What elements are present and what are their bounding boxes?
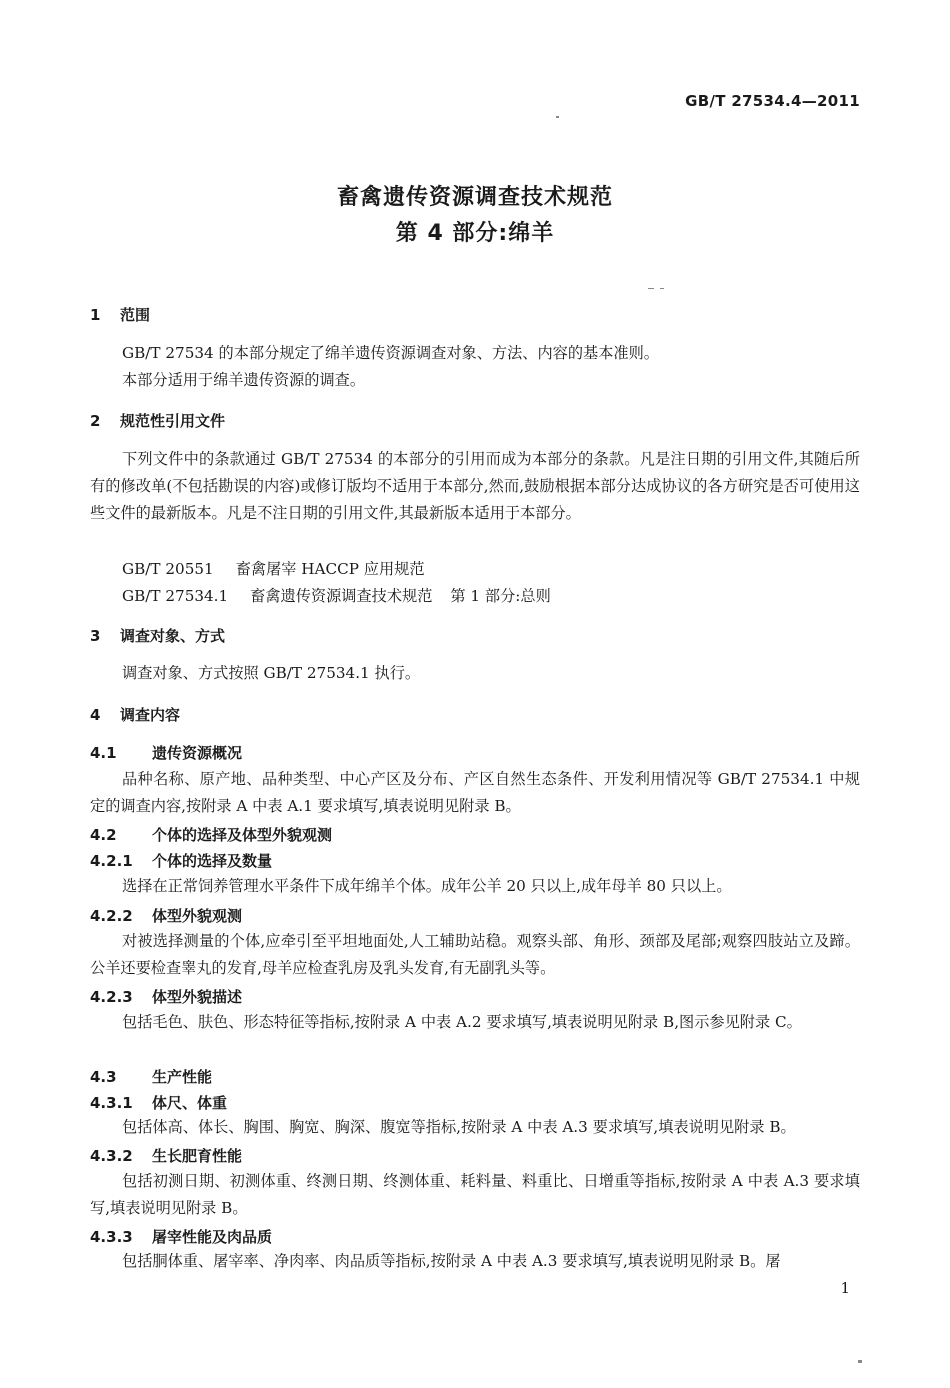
section-heading-2	[90, 410, 225, 431]
document-subtitle: 第 4 部分:绵羊	[395, 221, 555, 246]
section-number: 4	[90, 706, 101, 724]
scan-speck	[660, 288, 664, 289]
paragraph: GB/T 27534 的本部分规定了绵羊遗传资源调查对象、方法、内容的基本准则。	[122, 344, 659, 362]
section-title: 屠宰性能及肉品质	[152, 1228, 273, 1246]
document-title: 畜禽遗传资源调查技术规范	[336, 185, 613, 210]
section-number: 4.2.3	[90, 988, 133, 1006]
section-title: 个体的选择及体型外貌观测	[152, 826, 333, 844]
subsection-heading-4-2-2	[90, 905, 242, 926]
standard-number: GB/T 27534.4—2011	[685, 92, 860, 110]
section-number: 4.2.1	[90, 852, 133, 870]
paragraph: 品种名称、原产地、品种类型、中心产区及分布、产区自然生态条件、开发利用情况等 GB/T 27534.1 中规定的调查内容,按附录 A 中表 A.1 要求填写,填表说明见附录 B。	[90, 770, 860, 815]
section-title: 范围	[120, 306, 151, 324]
paragraph: 包括毛色、肤色、形态特征等指标,按附录 A 中表 A.2 要求填写,填表说明见附录 B,图示参见附录 C。	[122, 1013, 802, 1031]
section-title: 体尺、体重	[152, 1094, 228, 1112]
reference-entry	[122, 558, 425, 579]
scan-speck	[858, 1360, 862, 1363]
subsection-heading-4-3	[90, 1066, 212, 1087]
section-title: 生长肥育性能	[152, 1147, 243, 1165]
section-number: 3	[90, 627, 101, 645]
reference-title: 畜禽遗传资源调查技术规范	[250, 587, 433, 605]
scan-speck	[556, 116, 559, 118]
reference-entry	[122, 585, 551, 606]
reference-code: GB/T 27534.1	[122, 587, 229, 605]
section-heading-4	[90, 704, 180, 725]
section-number: 1	[90, 306, 101, 324]
section-number: 4.3.1	[90, 1094, 133, 1112]
subsection-heading-4-2	[90, 824, 332, 845]
paragraph: 下列文件中的条款通过 GB/T 27534 的本部分的引用而成为本部分的条款。凡是注日期的引用文件,其随后所有的修改单(不包括勘误的内容)或修订版均不适用于本部分,然而,鼓励根据本部分达成协议的各方研究是否可使用这些文件的最新版本。凡是不注日期的引用文件,其最新版本适用于本部分。	[90, 450, 860, 522]
paragraph: 包括初测日期、初测体重、终测日期、终测体重、耗料量、料重比、日增重等指标,按附录 A 中表 A.3 要求填写,填表说明见附录 B。	[90, 1172, 860, 1217]
subsection-heading-4-1	[90, 742, 242, 763]
section-title: 调查内容	[120, 706, 181, 724]
subsection-heading-4-3-1	[90, 1092, 227, 1113]
section-number: 4.3.3	[90, 1228, 133, 1246]
section-number: 4.3.2	[90, 1147, 133, 1165]
paragraph: 选择在正常饲养管理水平条件下成年绵羊个体。成年公羊 20 只以上,成年母羊 80 只以上。	[122, 877, 732, 895]
section-title: 体型外貌描述	[152, 988, 243, 1006]
section-heading-3	[90, 625, 225, 646]
subsection-heading-4-3-2	[90, 1145, 242, 1166]
paragraph: 包括胴体重、屠宰率、净肉率、肉品质等指标,按附录 A 中表 A.3 要求填写,填表说明见附录 B。屠	[122, 1252, 781, 1270]
section-title: 遗传资源概况	[152, 744, 243, 762]
section-number: 4.1	[90, 744, 117, 762]
section-heading-1	[90, 304, 150, 325]
scan-speck	[648, 288, 654, 289]
reference-subtitle: 第 1 部分:总则	[450, 587, 551, 605]
subsection-heading-4-3-3	[90, 1226, 272, 1247]
section-title: 调查对象、方式	[120, 627, 226, 645]
paragraph: 包括体高、体长、胸围、胸宽、胸深、腹宽等指标,按附录 A 中表 A.3 要求填写,填表说明见附录 B。	[122, 1118, 796, 1136]
section-title: 规范性引用文件	[120, 412, 226, 430]
subsection-heading-4-2-3	[90, 986, 242, 1007]
section-title: 个体的选择及数量	[152, 852, 273, 870]
reference-title: 畜禽屠宰 HACCP 应用规范	[235, 560, 425, 578]
section-number: 2	[90, 412, 101, 430]
paragraph: 本部分适用于绵羊遗传资源的调查。	[122, 371, 365, 389]
section-title: 生产性能	[152, 1068, 213, 1086]
subsection-heading-4-2-1	[90, 850, 272, 871]
reference-code: GB/T 20551	[122, 560, 214, 578]
paragraph: 对被选择测量的个体,应牵引至平坦地面处,人工辅助站稳。观察头部、角形、颈部及尾部;观察四肢站立及蹄。公羊还要检查睾丸的发育,母羊应检查乳房及乳头发育,有无副乳头等。	[90, 932, 860, 977]
section-number: 4.2.2	[90, 907, 133, 925]
paragraph: 调查对象、方式按照 GB/T 27534.1 执行。	[122, 664, 421, 682]
section-title: 体型外貌观测	[152, 907, 243, 925]
page-number: 1	[840, 1279, 850, 1297]
section-number: 4.3	[90, 1068, 117, 1086]
section-number: 4.2	[90, 826, 117, 844]
